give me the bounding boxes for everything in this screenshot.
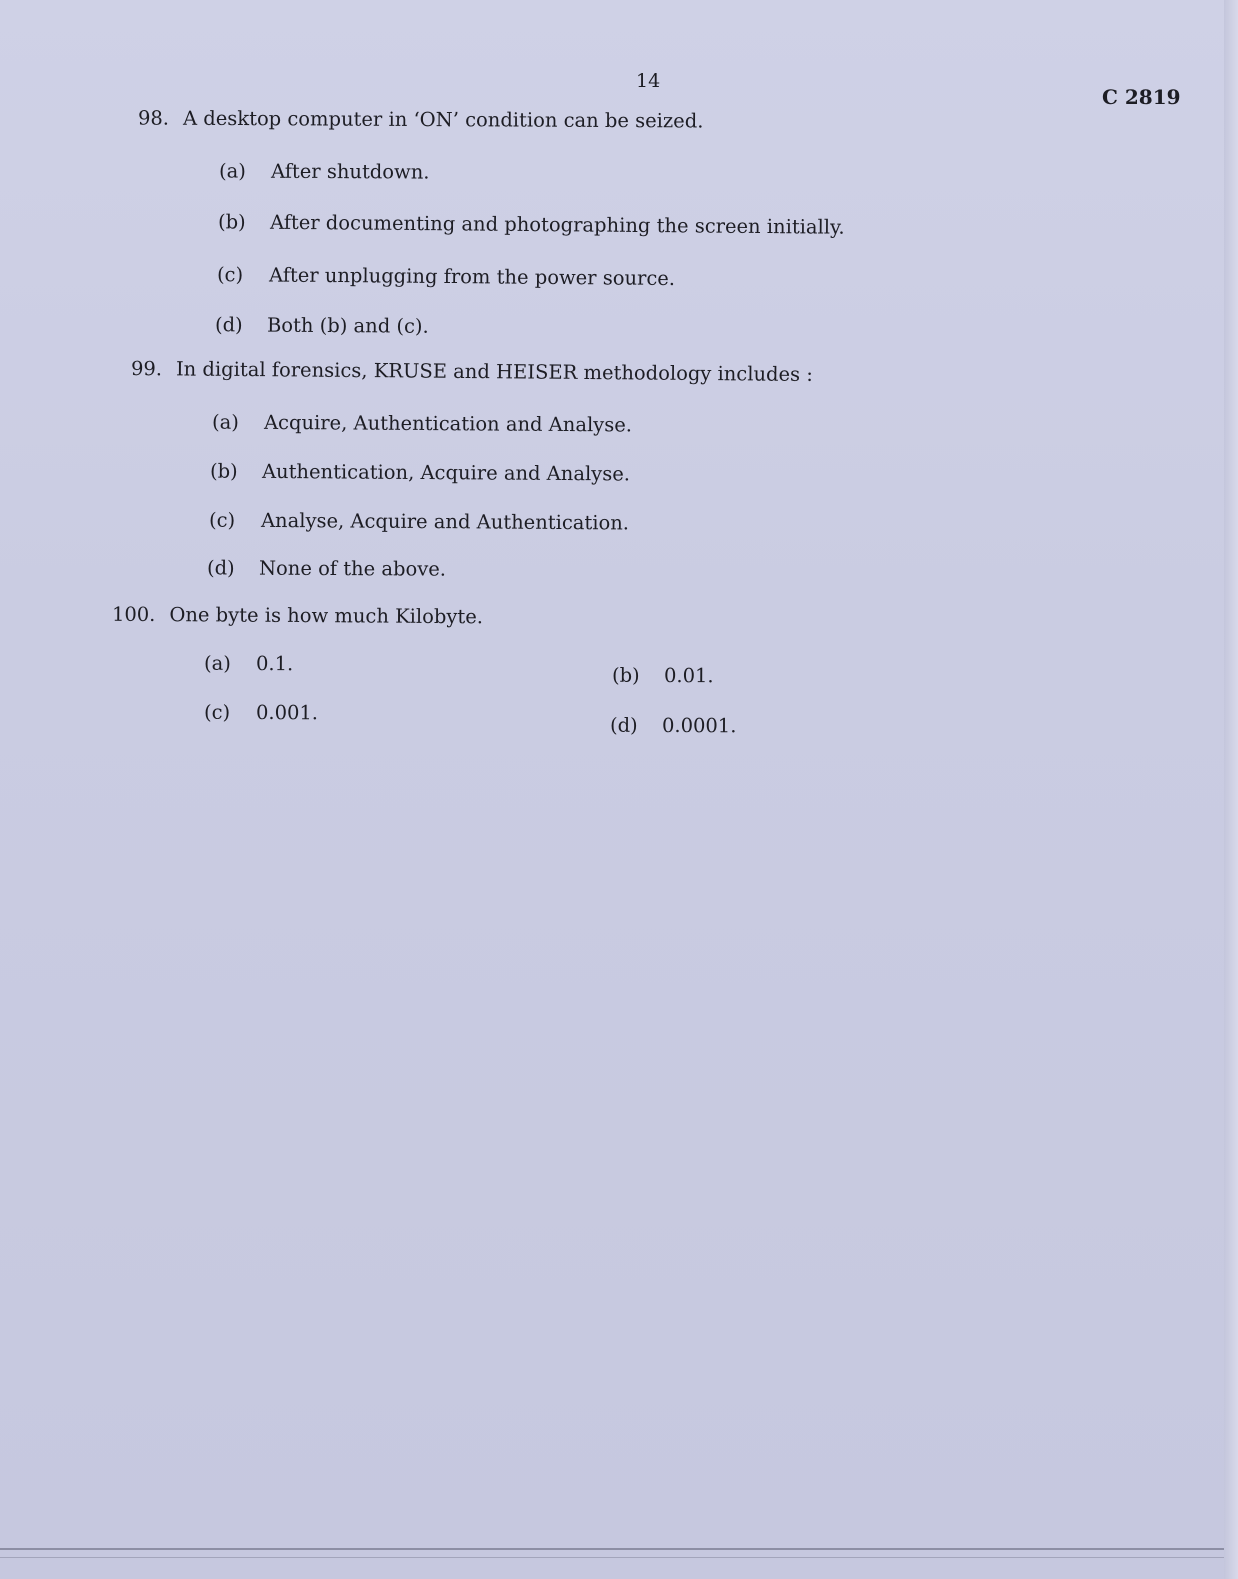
- question-98: [138, 107, 704, 133]
- question-text: One byte is how much Kilobyte.: [169, 603, 484, 629]
- page-right-edge: [1224, 0, 1238, 1579]
- question-text: In digital forensics, KRUSE and HEISER methodology includes :: [175, 357, 813, 386]
- question-99: [131, 357, 813, 386]
- option-text: Analyse, Acquire and Authentication.: [260, 508, 630, 535]
- option-99-c: [209, 509, 629, 535]
- option-text: Acquire, Authentication and Analyse.: [263, 410, 633, 437]
- option-text: After shutdown.: [270, 159, 430, 184]
- option-letter: (d): [609, 713, 638, 737]
- option-100-c: [204, 701, 318, 725]
- option-98-c: [217, 263, 675, 290]
- question-number: 100.: [111, 602, 156, 627]
- option-text: After unplugging from the power source.: [268, 263, 676, 290]
- option-98-b: [218, 210, 845, 238]
- option-letter: (b): [217, 210, 246, 234]
- page-bottom-edge: [0, 1548, 1238, 1550]
- option-text: Authentication, Acquire and Analyse.: [261, 459, 631, 486]
- option-100-b: [612, 664, 714, 688]
- page-bottom-edge-secondary: [0, 1557, 1238, 1558]
- option-text: Both (b) and (c).: [266, 313, 429, 338]
- option-98-d: [215, 313, 429, 337]
- option-letter: (d): [214, 313, 243, 337]
- option-letter: (c): [216, 263, 244, 287]
- question-number: 98.: [137, 106, 170, 130]
- option-98-a: [219, 159, 430, 183]
- option-letter: (b): [209, 459, 238, 483]
- option-99-d: [207, 556, 446, 580]
- option-text: None of the above.: [258, 556, 447, 581]
- question-100: [112, 603, 483, 629]
- option-100-d: [610, 714, 737, 738]
- paper-code: C 2819: [1102, 85, 1181, 109]
- option-text: After documenting and photographing the screen initially.: [269, 210, 845, 239]
- option-letter: (c): [208, 508, 236, 532]
- option-letter: (a): [211, 410, 239, 434]
- question-number: 99.: [130, 357, 163, 381]
- option-letter: (a): [218, 159, 246, 183]
- option-text: 0.001.: [255, 700, 319, 725]
- page-number: 14: [636, 70, 661, 92]
- option-99-a: [212, 411, 632, 437]
- option-100-a: [204, 652, 293, 675]
- option-letter: (b): [611, 663, 640, 687]
- option-text: 0.01.: [663, 664, 714, 688]
- option-99-b: [210, 460, 630, 486]
- option-letter: (c): [203, 700, 231, 724]
- option-text: 0.0001.: [661, 713, 737, 738]
- option-text: 0.1.: [255, 652, 294, 676]
- option-letter: (a): [203, 651, 231, 675]
- option-letter: (d): [206, 556, 235, 580]
- question-text: A desktop computer in ‘ON’ condition can be seized.: [182, 106, 704, 133]
